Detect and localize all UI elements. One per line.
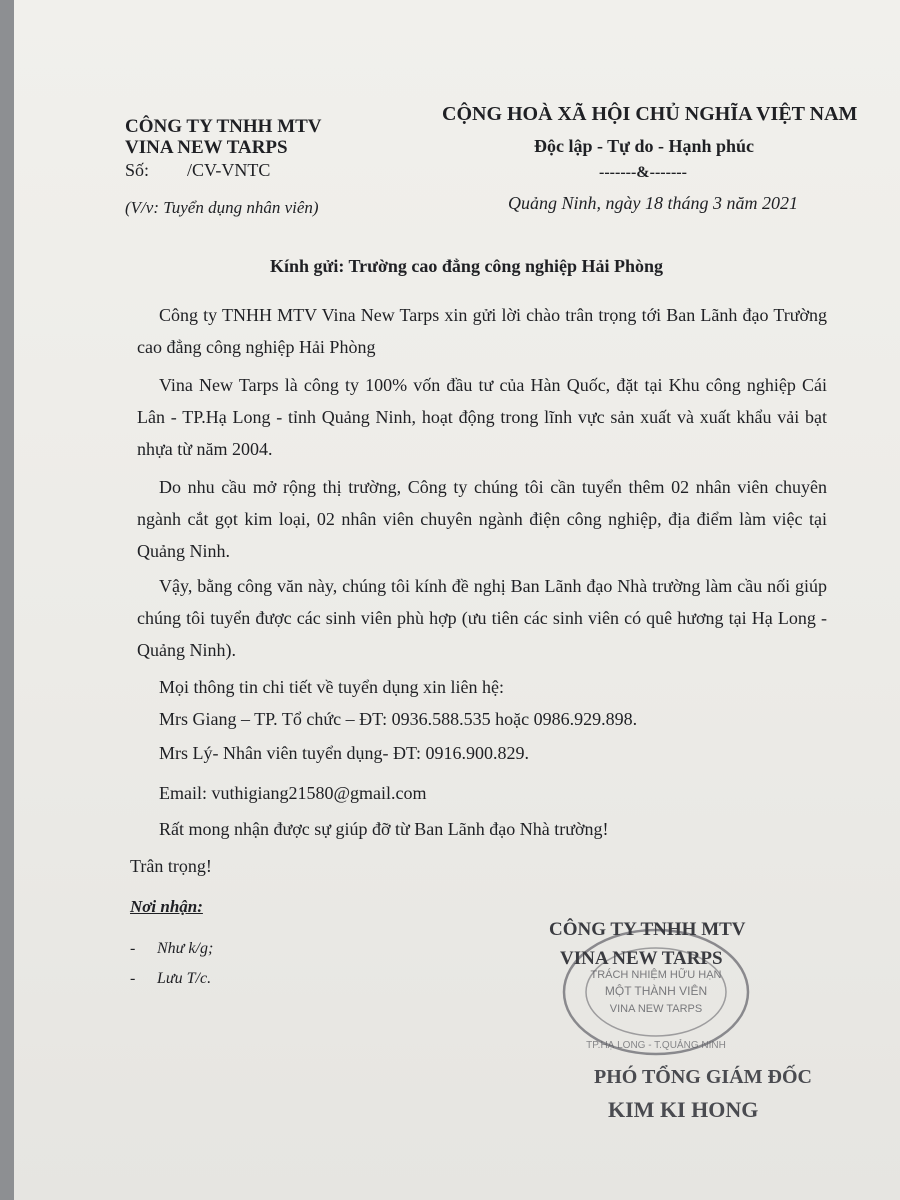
recipients-item	[130, 970, 211, 988]
document-number-label: Số:	[125, 160, 150, 180]
recipient-line: Kính gửi: Trường cao đẳng công nghiệp Hải Phòng	[270, 256, 663, 276]
body-paragraph-2-text: Vina New Tarps là công ty 100% vốn đầu tư của Hàn Quốc, đặt tại Khu công nghiệp Cái Lân - TP.Hạ Long - tỉnh Quảng Ninh, hoạt động trong lĩnh vực sản xuất và xuất khẩu vải bạt nhựa từ năm 2004.	[137, 375, 827, 459]
signer-title: PHÓ TỔNG GIÁM ĐỐC	[594, 1066, 812, 1088]
closing-regards: Trân trọng!	[130, 856, 212, 876]
seal-ring-text: TP.HẠ LONG - T.QUẢNG NINH	[586, 1040, 726, 1051]
place-and-date: Quảng Ninh, ngày 18 tháng 3 năm 2021	[508, 193, 798, 213]
seal-inner-line1: TRÁCH NHIỆM HỮU HẠN	[590, 969, 722, 981]
sender-company-line2: VINA NEW TARPS	[125, 137, 288, 158]
letter-page	[14, 0, 900, 1200]
contact-email: Email: vuthigiang21580@gmail.com	[159, 783, 427, 803]
closing-request: Rất mong nhận được sự giúp đỡ từ Ban Lãnh đạo Nhà trường!	[159, 819, 609, 839]
company-seal-stamp	[546, 920, 766, 1060]
document-subject: (V/v: Tuyển dụng nhân viên)	[125, 198, 319, 217]
contact-intro: Mọi thông tin chi tiết về tuyển dụng xin liên hệ:	[159, 677, 504, 697]
body-paragraph-3	[137, 471, 827, 567]
contact-giang: Mrs Giang – TP. Tổ chức – ĐT: 0936.588.535 hoặc 0986.929.898.	[159, 709, 638, 729]
seal-inner-line2: MỘT THÀNH VIÊN	[604, 984, 708, 998]
document-number-value: /CV-VNTC	[187, 160, 271, 180]
signer-name: KIM KI HONG	[608, 1097, 759, 1122]
recipients-item-text: Như k/g;	[157, 940, 214, 957]
body-paragraph-4	[137, 570, 827, 666]
national-motto: Độc lập - Tự do - Hạnh phúc	[534, 136, 755, 156]
recipients-title: Nơi nhận:	[130, 897, 203, 916]
contact-ly: Mrs Lý- Nhân viên tuyển dụng- ĐT: 0916.900.829.	[159, 743, 530, 763]
document-number	[125, 160, 270, 181]
body-paragraph-1-text: Công ty TNHH MTV Vina New Tarps xin gửi lời chào trân trọng tới Ban Lãnh đạo Trường cao đẳng công nghiệp Hải Phòng	[137, 305, 827, 357]
signature-company-line1: CÔNG TY TNHH MTV	[549, 919, 746, 940]
body-paragraph-3-text: Do nhu cầu mở rộng thị trường, Công ty chúng tôi cần tuyển thêm 02 nhân viên chuyên ngành cắt gọt kim loại, 02 nhân viên chuyên ngành điện công nghiệp, địa điểm làm việc tại Quảng Ninh.	[137, 477, 827, 561]
body-paragraph-1	[137, 299, 827, 363]
recipients-item	[130, 940, 213, 958]
seal-inner-line3: VINA NEW TARPS	[609, 1003, 703, 1015]
body-paragraph-2	[137, 369, 827, 465]
national-title: CỘNG HOÀ XÃ HỘI CHỦ NGHĨA VIỆT NAM	[442, 103, 858, 125]
recipients-item-text: Lưu T/c.	[157, 970, 212, 987]
signature-company-line2: VINA NEW TARPS	[560, 948, 723, 969]
recipients-item-dash: -	[130, 970, 136, 987]
sender-company-line1: CÔNG TY TNHH MTV	[125, 116, 322, 137]
body-paragraph-4-text: Vậy, bằng công văn này, chúng tôi kính đề nghị Ban Lãnh đạo Nhà trường làm cầu nối giúp chúng tôi tuyển được các sinh viên phù hợp (ưu tiên các sinh viên có quê hương tại Hạ Long - Quảng Ninh).	[137, 576, 827, 660]
recipients-item-dash: -	[130, 940, 136, 957]
header-divider: -------&-------	[599, 164, 687, 181]
